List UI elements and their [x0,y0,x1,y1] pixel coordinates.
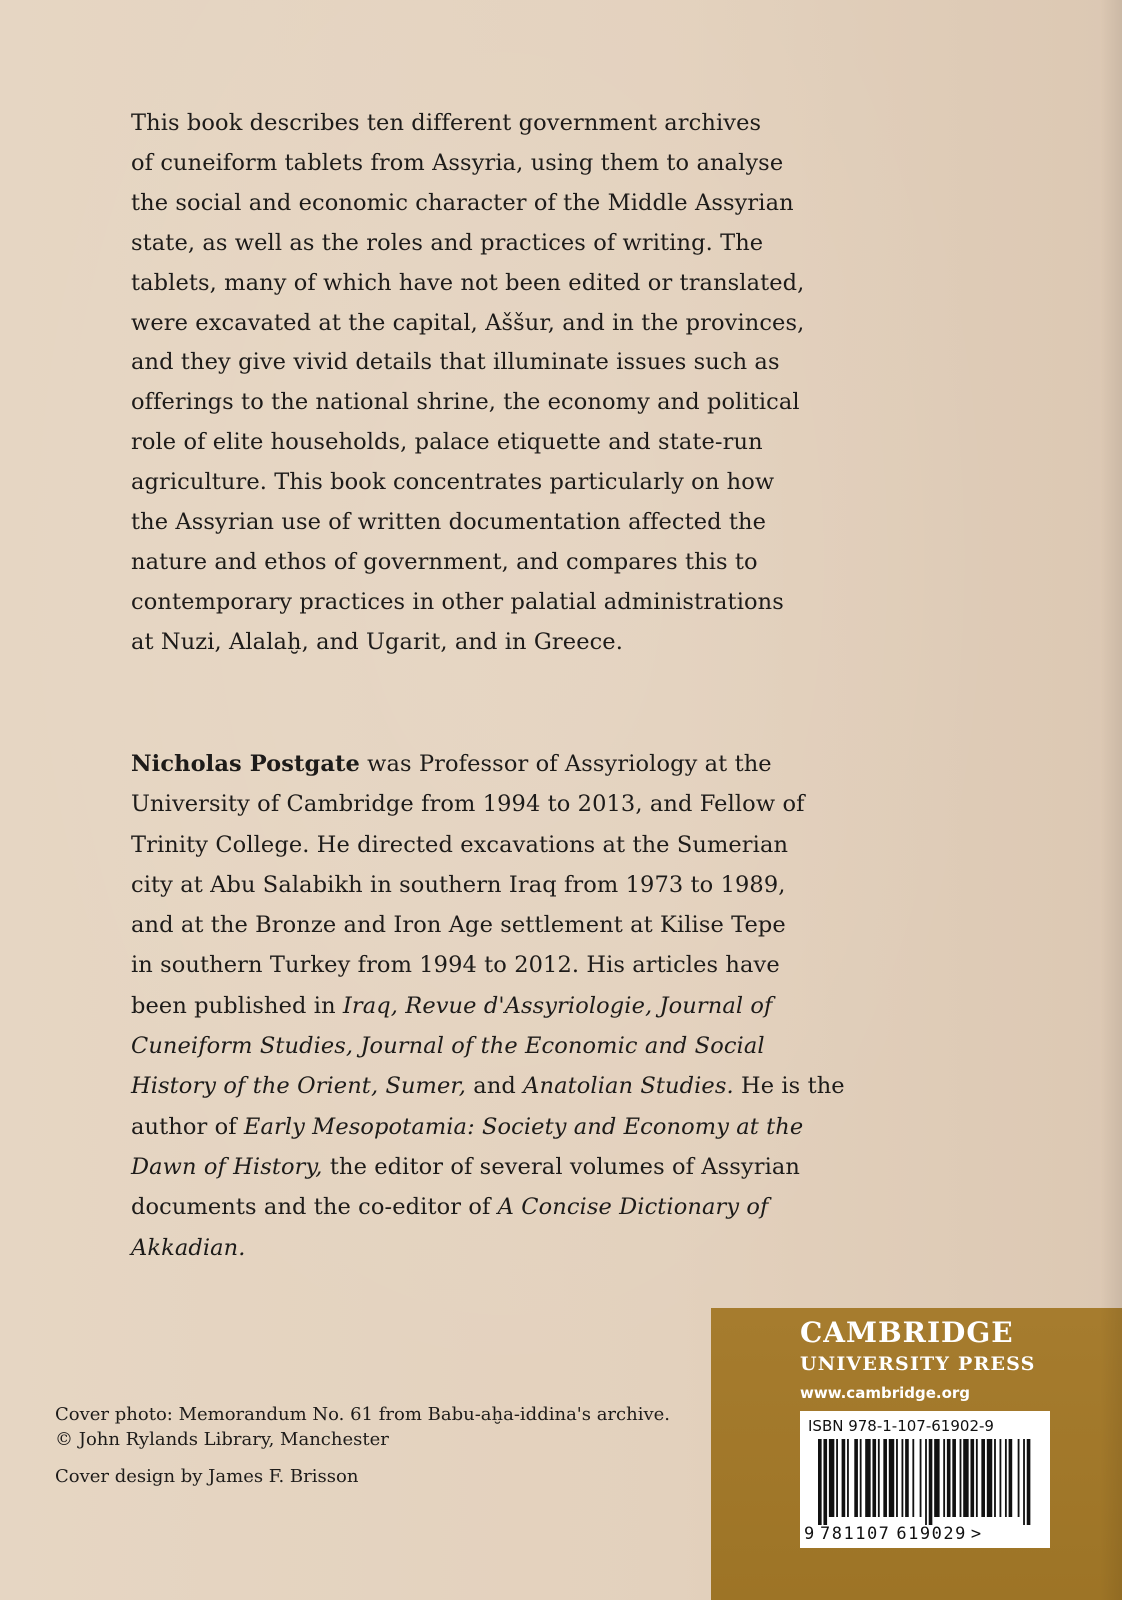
bio-text: the editor of several volumes of Assyrian [322,1153,801,1180]
description-line: agriculture. This book concentrates particularly on how [131,469,775,496]
bio-line: University of Cambridge from 1994 to 2013, and Fellow of [131,791,805,818]
description-line: the Assyrian use of written documentation affected the [131,509,767,536]
bio-text: He is the [733,1073,845,1100]
bio-text: been published in [131,992,343,1019]
barcode-bar [847,1439,849,1517]
barcode-digits [804,1524,1048,1544]
barcode-bar [836,1439,838,1517]
bio-line [131,986,831,1026]
barcode-bar [963,1439,968,1517]
barcode-graphic [818,1439,1034,1525]
description-line: the social and economic character of the Middle Assyrian [131,189,794,216]
bio-line [131,1066,845,1106]
journal-titles: Anatolian Studies. [523,1073,734,1100]
description-line: nature and ethos of government, and compares this to [131,548,758,575]
isbn-label: ISBN 978-1-107-61902-9 [808,1417,994,1435]
bio-line [131,744,831,784]
barcode-bar [981,1439,985,1517]
cover-credits [55,1402,695,1489]
barcode-bar [883,1439,887,1517]
barcode-bar [905,1439,909,1517]
barcode-bar [960,1439,962,1517]
bio-line: Trinity College. He directed excavations at the Sumerian [131,831,789,858]
barcode-bar [943,1439,945,1517]
cover-photo-credit: Cover photo: Memorandum No. 61 from Babu-aḫa-iddina's archive. [55,1404,671,1425]
bio-line [131,1026,831,1066]
barcode-bar [818,1439,822,1525]
barcode-bar [987,1439,992,1517]
barcode-bars [818,1439,1034,1525]
barcode-bar [860,1439,862,1517]
barcode-bar [872,1439,876,1517]
bio-text: documents and the co-editor of [131,1194,498,1221]
barcode-bar [1023,1439,1025,1525]
description-line: at Nuzi, Alalaḫ, and Ugarit, and in Greece. [131,628,623,655]
copyright-line: © John Rylands Library, Manchester [55,1429,389,1450]
journal-titles: Cuneiform Studies, Journal of the Economic and Social [131,1033,765,1060]
author-biography [131,744,845,1268]
journal-titles: Iraq, Revue d'Assyriologie, Journal of [342,992,773,1019]
barcode-bar [854,1439,858,1517]
barcode-digits-left: 781107 [820,1524,891,1544]
bio-line [131,1228,831,1268]
book-title: A Concise Dictionary of [497,1194,769,1221]
barcode-digits-right: 619029 [896,1524,967,1544]
barcode-bar [912,1439,914,1517]
book-description [131,104,811,663]
description-line: contemporary practices in other palatial administrations [131,588,784,615]
barcode-bar [1000,1439,1002,1517]
barcode-bar [1018,1439,1020,1517]
barcode-bar [878,1439,880,1517]
bio-text: author of [131,1113,244,1140]
barcode-digit-first: 9 [804,1524,815,1544]
barcode-bar [952,1439,956,1517]
description-line: role of elite households, palace etiquette and state-run [131,429,763,456]
publisher-name: CAMBRIDGE [800,1316,1014,1349]
bio-text: was Professor of Assyriology at the [359,751,772,777]
isbn-barcode-box [800,1411,1050,1548]
barcode-bar [970,1439,974,1517]
description-line: offerings to the national shrine, the economy and political [131,389,800,416]
publisher-panel [711,1308,1122,1600]
barcode-bar [842,1439,846,1517]
book-title: Dawn of History, [131,1153,323,1180]
description-line: tablets, many of which have not been edited or translated, [131,269,805,296]
bio-line [131,1147,831,1187]
description-line: were excavated at the capital, Aššur, and in the provinces, [131,309,805,336]
barcode-arrow: > [970,1524,982,1544]
publisher-subtitle: UNIVERSITY PRESS [800,1353,1036,1375]
bio-line: city at Abu Salabikh in southern Iraq from 1973 to 1989, [131,871,786,898]
barcode-bar [934,1439,939,1517]
bio-line: in southern Turkey from 1994 to 2012. His articles have [131,952,780,979]
barcode-bar [865,1439,870,1517]
barcode-bar [902,1439,904,1517]
barcode-bar [896,1439,898,1517]
barcode-bar [1009,1439,1013,1517]
bio-text: and [466,1073,524,1100]
barcode-bar [889,1439,894,1517]
barcode-bar [1005,1439,1007,1517]
journal-titles: History of the Orient, Sumer, [131,1073,467,1100]
bio-line: and at the Bronze and Iron Age settlement at Kilise Tepe [131,912,786,939]
description-line: state, as well as the roles and practices of writing. The [131,229,764,256]
publisher-url: www.cambridge.org [800,1384,971,1402]
description-line: of cuneiform tablets from Assyria, using them to analyse [131,149,784,176]
description-line: and they give vivid details that illuminate issues such as [131,349,780,376]
book-title: Early Mesopotamia: Society and Economy at the [243,1113,804,1140]
barcode-bar [929,1439,933,1525]
barcode-bar [823,1439,827,1525]
barcode-bar [976,1439,978,1517]
description-line: This book describes ten different government archives [131,110,762,136]
cover-design-credit: Cover design by James F. Brisson [55,1466,359,1487]
barcode-bar [920,1439,922,1517]
barcode-bar [829,1439,834,1517]
barcode-bar [994,1439,996,1517]
bio-line [131,1187,831,1227]
barcode-bar [925,1439,927,1525]
bio-line [131,1107,831,1147]
barcode-bar [1027,1439,1031,1525]
book-title: Akkadian. [131,1234,246,1261]
barcode-bar [947,1439,951,1517]
author-name: Nicholas Postgate [131,751,360,777]
